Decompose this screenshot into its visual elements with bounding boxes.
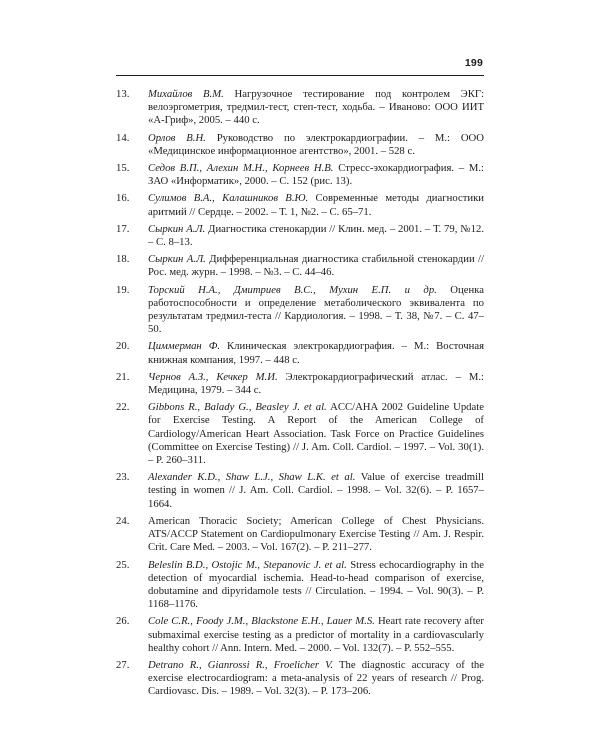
reference-text [148,192,484,218]
reference-authors: Циммерман Ф. [148,340,220,353]
reference-number: 24. [116,514,130,527]
reference-authors: Сулимов В.А., Калашников В.Ю. [148,192,309,205]
reference-authors: Орлов В.Н. [148,131,206,144]
reference-body: Стресс-эхокардиография. – М.: ЗАО «Информатик», 2000. – С. 152 (рис. 13). [148,162,484,188]
reference-text [148,253,484,279]
reference-body: American Thoracic Society; American College of Chest Physicians. ATS/ACCP Statement on Cardiopulmonary Exercise Testing // Am. J. Respir. Crit. Care Med. – 2003. – Vol. 167(2). – P. 211–277. [148,514,484,554]
header-rule [116,75,484,76]
reference-number: 19. [116,283,130,296]
reference-number: 18. [116,253,130,266]
reference-body: Heart rate recovery after submaximal exercise testing as a predictor of mortality in a cardiovascularly healthy cohort // Ann. Intern. Med. – 2000. – Vol. 132(7). – P. 552–555. [148,615,484,654]
reference-authors: Alexander K.D., Shaw L.J., Shaw L.K. et al. [148,471,356,484]
reference-number: 17. [116,222,130,235]
reference-body: ACC/AHA 2002 Guideline Update for Exercise Testing. A Report of the American College of Cardiology/American Heart Association. Task Force on Practice Guidelines (Committee on Exercise Testing) // J. Am. Coll. Cardiol. – 1997. – Vol. 30(1). – P. 260–311. [148,401,484,467]
reference-body: Электрокардиографический атлас. – М.: Медицина, 1979. – 344 с. [148,370,484,397]
reference-authors: Gibbons R., Balady G., Beasley J. et al. [148,401,327,414]
reference-body: Нагрузочное тестирование под контролем ЭКГ: велоэргометрия, тредмил-тест, степ-тест, ходьба. – Иваново: ООО ИИТ «А-Гриф», 2005. – 440 с. [148,88,484,127]
reference-item [116,340,484,366]
reference-item [116,132,484,158]
reference-number: 13. [116,88,130,100]
reference-text [148,471,484,511]
reference-item [116,559,484,612]
reference-item [116,401,484,467]
reference-list [116,88,484,703]
reference-text [148,132,484,158]
reference-text [148,88,484,128]
reference-authors: Beleslin B.D., Ostojic M., Stepanovic J. et al. [148,558,347,571]
reference-item [116,88,484,128]
reference-item [116,515,484,555]
reference-number: 20. [116,340,130,353]
reference-text [148,615,484,655]
reference-authors: Сыркин А.Л. [148,222,206,235]
reference-item [116,223,484,249]
reference-body: Stress echocardiography in the detection of myocardial ischemia. Head-to-head comparison of exercise, dobutamine and dipyridamole tests // Circulation. – 1994. – Vol. 90(3). – P. 1168–1176. [148,558,484,611]
reference-authors: Чернов А.З., Кечкер М.И. [148,370,278,383]
reference-number: 21. [116,370,130,383]
reference-text [148,371,484,397]
reference-text [148,223,484,249]
reference-authors: Седов В.П., Алехин М.Н., Корнеев Н.В. [148,162,334,175]
reference-text [148,284,484,337]
reference-item [116,659,484,699]
reference-authors: Сыркин А.Л. [148,253,206,266]
reference-number: 15. [116,162,130,175]
reference-body: Дифференциальная диагностика стабильной стенокардии // Рос. мед. журн. – 1998. – №3. – С. 44–46. [148,253,484,279]
reference-text [148,659,484,699]
reference-item [116,162,484,188]
reference-item [116,192,484,218]
reference-item [116,284,484,337]
reference-item [116,615,484,655]
reference-text [148,340,484,366]
reference-item [116,253,484,279]
reference-text [148,162,484,188]
reference-body: The diagnostic accuracy of the exercise electrocardiogram: a meta-analysis of 22 years of research // Prog. Cardiovasc. Dis. – 1989. – Vol. 32(3). – P. 173–206. [148,658,485,698]
reference-number: 23. [116,471,130,484]
reference-number: 26. [116,615,130,628]
reference-item [116,371,484,397]
reference-authors: Михайлов В.М. [148,88,224,100]
reference-body: Оценка работоспособности и определение метаболического эквивалента по результатам тредмил-теста // Кардиология. – 1998. – Т. 38, №7. – С. 47–50. [148,283,484,336]
reference-authors: Cole C.R., Foody J.M., Blackstone E.H., Lauer M.S. [148,615,375,628]
reference-number: 16. [116,192,130,205]
reference-body: Клиническая электрокардиография. – М.: Восточная книжная компания, 1997. – 448 с. [148,340,484,366]
reference-body: Руководство по электрокардиографии. – М.: ООО «Медицинское информационное агентство», 2001. – 528 с. [148,131,484,157]
reference-text [148,559,484,612]
reference-body: Value of exercise treadmill testing in women // J. Am. Coll. Cardiol. – 1998. – Vol. 32(6). – P. 1657–1664. [148,471,484,510]
reference-item [116,471,484,511]
reference-number: 14. [116,131,130,144]
reference-text [148,401,484,467]
reference-number: 27. [116,658,130,671]
reference-authors: Торский Н.А., Дмитриев В.С., Мухин Е.П. и др. [148,283,437,296]
reference-body: Современные методы диагностики аритмий // Сердце. – 2002. – Т. 1, №2. – С. 65–71. [148,192,484,218]
reference-number: 22. [116,401,130,414]
reference-number: 25. [116,558,130,571]
reference-text [148,515,484,555]
page-number: 199 [464,57,483,69]
reference-body: Диагностика стенокардии // Клин. мед. – 2001. – Т. 79, №12. – С. 8–13. [148,222,484,249]
reference-authors: Detrano R., Gianrossi R., Froelicher V. [148,658,333,671]
